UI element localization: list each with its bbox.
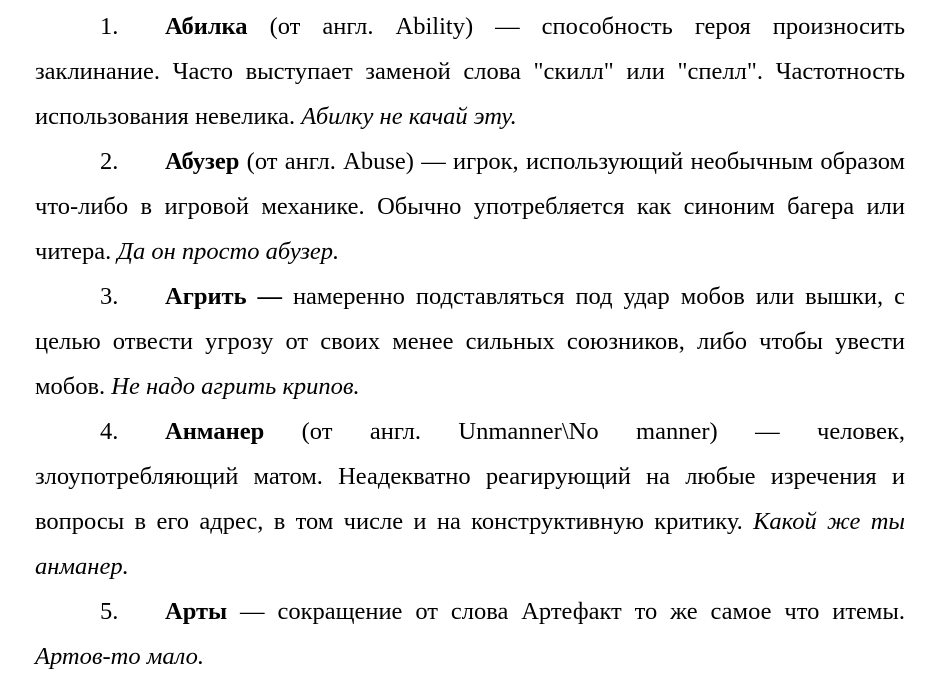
entry-term: Абузер	[165, 148, 240, 175]
entry-term: Агрить —	[165, 283, 282, 310]
entry-example: Артов-то мало.	[35, 643, 204, 670]
glossary-entry-4	[35, 409, 905, 589]
entry-definition: — сокращение от слова Артефакт то же самое что итемы.	[227, 598, 905, 625]
glossary-entry-3	[35, 274, 905, 409]
entry-number: 2.	[100, 148, 119, 175]
glossary-entry-1	[35, 4, 905, 139]
entry-example: Абилку не качай эту.	[301, 103, 517, 130]
entry-number: 1.	[100, 13, 119, 40]
entry-term: Арты	[165, 598, 228, 625]
entry-example: Какой же ты анманер.	[35, 508, 905, 580]
entry-definition: (от англ. Unmanner\No manner) — человек, злоупотребляющий матом. Неадекватно реагирующий на любые изречения и вопросы в его адрес, в том числе и на конструктивную критику.	[35, 418, 905, 535]
entry-number: 3.	[100, 283, 119, 310]
entry-definition: намеренно подставляться под удар мобов или вышки, с целью отвести угрозу от своих менее сильных союзников, либо чтобы увести мобов.	[35, 283, 905, 400]
entry-term: Анманер	[165, 418, 265, 445]
glossary-entry-2	[35, 139, 905, 274]
entry-term: Абилка	[165, 13, 248, 40]
entry-example: Не надо агрить крипов.	[111, 373, 360, 400]
entry-number: 5.	[100, 598, 119, 625]
glossary-page	[35, 4, 905, 679]
entry-definition: (от англ. Abuse) — игрок, использующий необычным образом что-либо в игровой механике. Обычно употребляется как синоним багера или читера.	[35, 148, 905, 265]
glossary-entry-5	[35, 589, 905, 679]
entry-definition: (от англ. Ability) — способность героя произносить заклинание. Часто выступает заменой слова "скилл" или "спелл". Частотность использования невелика.	[35, 13, 905, 130]
entry-number: 4.	[100, 418, 119, 445]
entry-example: Да он просто абузер.	[117, 238, 340, 265]
